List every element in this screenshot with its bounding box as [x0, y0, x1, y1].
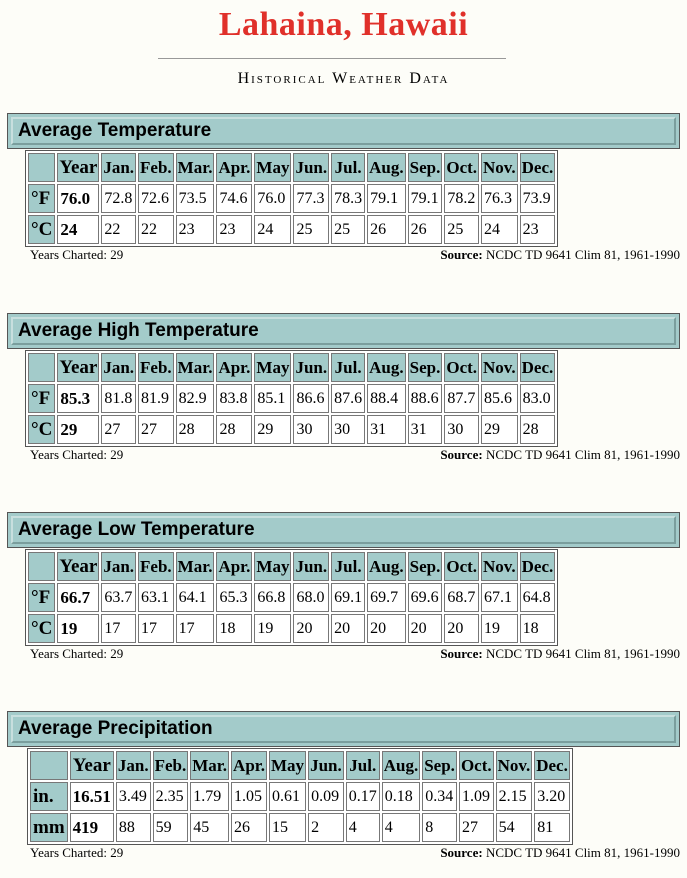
month-value: 63.1: [138, 583, 174, 612]
month-header: Sep.: [422, 751, 457, 780]
month-header: Dec.: [520, 153, 556, 182]
month-value: 22: [138, 215, 174, 244]
month-value: 1.79: [190, 782, 229, 811]
month-value: 87.7: [444, 384, 479, 413]
month-value: 15: [269, 813, 306, 842]
source-text: NCDC TD 9641 Clim 81, 1961-1990: [485, 247, 680, 262]
month-header: May: [269, 751, 306, 780]
month-header: Nov.: [496, 751, 533, 780]
month-value: 17: [101, 614, 136, 643]
month-header: Jan.: [101, 153, 136, 182]
years-charted: Years Charted: 29: [30, 447, 124, 462]
header-row: [28, 552, 555, 581]
month-value: 78.2: [444, 184, 479, 213]
month-value: 87.6: [331, 384, 365, 413]
month-value: 88.4: [367, 384, 405, 413]
month-value: 83.0: [520, 384, 556, 413]
source-label: Source:: [440, 646, 483, 661]
month-header: Jan.: [101, 353, 136, 382]
month-value: 23: [176, 215, 215, 244]
section-heading: Average Temperature: [11, 117, 676, 145]
month-value: 88.6: [408, 384, 443, 413]
corner-cell: [28, 353, 55, 382]
unit-label: °F: [28, 384, 55, 413]
source-label: Source:: [440, 845, 483, 860]
month-header: Mar.: [190, 751, 229, 780]
month-value: 26: [408, 215, 443, 244]
month-value: 54: [496, 813, 533, 842]
section-heading-bar: [7, 711, 680, 747]
month-value: 20: [331, 614, 365, 643]
month-value: 26: [231, 813, 267, 842]
month-value: 3.49: [116, 782, 151, 811]
month-value: 23: [216, 215, 252, 244]
data-row: [30, 782, 570, 811]
section-heading-bar: [7, 113, 680, 149]
source-note: [440, 247, 680, 263]
month-value: 73.9: [520, 184, 556, 213]
month-value: 28: [176, 415, 215, 444]
month-value: 73.5: [176, 184, 215, 213]
month-header: Jun.: [308, 751, 344, 780]
month-header: Dec.: [534, 751, 570, 780]
month-value: 29: [481, 415, 518, 444]
section-heading: Average Precipitation: [11, 715, 676, 743]
month-value: 3.20: [534, 782, 570, 811]
month-value: 81.8: [101, 384, 136, 413]
weather-section: [7, 313, 680, 463]
weather-section: [7, 512, 680, 662]
month-value: 29: [254, 415, 291, 444]
weather-section: [7, 711, 680, 861]
month-header: Nov.: [481, 153, 518, 182]
corner-cell: [28, 552, 55, 581]
annual-value: 419: [70, 813, 114, 842]
data-table: [25, 549, 558, 646]
source-text: NCDC TD 9641 Clim 81, 1961-1990: [485, 646, 680, 661]
month-value: 67.1: [481, 583, 518, 612]
data-row: [28, 384, 555, 413]
month-value: 26: [367, 215, 405, 244]
month-value: 81.9: [138, 384, 174, 413]
section-heading-bar: [7, 512, 680, 548]
month-value: 1.09: [459, 782, 494, 811]
month-header: Apr.: [216, 153, 252, 182]
unit-label: °F: [28, 583, 55, 612]
year-header: Year: [70, 751, 114, 780]
month-header: Dec.: [520, 552, 556, 581]
years-charted: Years Charted: 29: [30, 247, 124, 262]
annual-value: 24: [57, 215, 99, 244]
month-header: Jan.: [116, 751, 151, 780]
month-value: 66.8: [254, 583, 291, 612]
source-label: Source:: [440, 247, 483, 262]
source-note: [440, 845, 680, 861]
month-value: 64.8: [520, 583, 556, 612]
annual-value: 85.3: [57, 384, 99, 413]
section-heading: Average Low Temperature: [11, 516, 676, 544]
month-value: 30: [293, 415, 329, 444]
month-value: 0.17: [346, 782, 380, 811]
month-header: Jul.: [346, 751, 380, 780]
month-value: 20: [444, 614, 479, 643]
data-table: [27, 748, 573, 845]
corner-cell: [30, 751, 68, 780]
unit-label: °C: [28, 415, 55, 444]
month-header: Jun.: [293, 552, 329, 581]
month-header: Jul.: [331, 153, 365, 182]
data-row: [28, 415, 555, 444]
month-value: 79.1: [408, 184, 443, 213]
source-text: NCDC TD 9641 Clim 81, 1961-1990: [485, 845, 680, 860]
month-header: Nov.: [481, 353, 518, 382]
section-footer: [7, 247, 680, 263]
month-header: Apr.: [231, 751, 267, 780]
month-header: May: [254, 153, 291, 182]
source-note: [440, 646, 680, 662]
annual-value: 19: [57, 614, 99, 643]
month-value: 68.7: [444, 583, 479, 612]
source-label: Source:: [440, 447, 483, 462]
month-value: 20: [293, 614, 329, 643]
month-header: Jul.: [331, 552, 365, 581]
month-value: 69.7: [367, 583, 405, 612]
month-value: 2.35: [153, 782, 189, 811]
month-value: 18: [216, 614, 252, 643]
month-value: 0.09: [308, 782, 344, 811]
weather-section: [7, 113, 680, 263]
month-value: 72.6: [138, 184, 174, 213]
source-note: [440, 447, 680, 463]
data-row: [28, 583, 555, 612]
corner-cell: [28, 153, 55, 182]
month-header: Feb.: [138, 552, 174, 581]
month-value: 27: [138, 415, 174, 444]
title-divider: [158, 58, 506, 59]
month-value: 18: [520, 614, 556, 643]
month-header: May: [254, 353, 291, 382]
month-header: Oct.: [459, 751, 494, 780]
month-header: Mar.: [176, 552, 215, 581]
year-header: Year: [57, 153, 99, 182]
month-value: 28: [520, 415, 556, 444]
month-header: Aug.: [367, 353, 405, 382]
month-value: 86.6: [293, 384, 329, 413]
month-value: 76.3: [481, 184, 518, 213]
month-header: Feb.: [138, 153, 174, 182]
month-value: 25: [331, 215, 365, 244]
month-value: 76.0: [254, 184, 291, 213]
month-value: 30: [444, 415, 479, 444]
month-value: 72.8: [101, 184, 136, 213]
month-value: 69.1: [331, 583, 365, 612]
month-header: Jun.: [293, 353, 329, 382]
month-header: Jul.: [331, 353, 365, 382]
page-title: Lahaina, Hawaii: [218, 6, 469, 43]
unit-label: mm: [30, 813, 68, 842]
month-value: 68.0: [293, 583, 329, 612]
data-table: [25, 350, 558, 447]
month-value: 45: [190, 813, 229, 842]
month-value: 0.34: [422, 782, 457, 811]
section-footer: [7, 845, 680, 861]
month-value: 25: [444, 215, 479, 244]
month-value: 63.7: [101, 583, 136, 612]
data-row: [28, 184, 555, 213]
annual-value: 16.51: [70, 782, 114, 811]
month-value: 20: [367, 614, 405, 643]
data-row: [28, 614, 555, 643]
month-header: Sep.: [408, 353, 443, 382]
month-value: 83.8: [216, 384, 252, 413]
month-value: 0.61: [269, 782, 306, 811]
month-value: 77.3: [293, 184, 329, 213]
month-value: 81: [534, 813, 570, 842]
month-header: Sep.: [408, 552, 443, 581]
month-value: 0.18: [382, 782, 420, 811]
month-value: 8: [422, 813, 457, 842]
month-value: 24: [254, 215, 291, 244]
month-value: 28: [216, 415, 252, 444]
source-text: NCDC TD 9641 Clim 81, 1961-1990: [485, 447, 680, 462]
header-row: [30, 751, 570, 780]
month-value: 65.3: [216, 583, 252, 612]
header-row: [28, 153, 555, 182]
month-value: 2.15: [496, 782, 533, 811]
month-value: 78.3: [331, 184, 365, 213]
data-row: [30, 813, 570, 842]
month-value: 79.1: [367, 184, 405, 213]
header-row: [28, 353, 555, 382]
month-value: 27: [101, 415, 136, 444]
month-value: 19: [481, 614, 518, 643]
section-heading: Average High Temperature: [11, 317, 676, 345]
month-value: 88: [116, 813, 151, 842]
month-value: 17: [176, 614, 215, 643]
month-header: May: [254, 552, 291, 581]
unit-label: °F: [28, 184, 55, 213]
month-value: 27: [459, 813, 494, 842]
unit-label: °C: [28, 215, 55, 244]
month-header: Feb.: [153, 751, 189, 780]
annual-value: 76.0: [57, 184, 99, 213]
month-header: Nov.: [481, 552, 518, 581]
annual-value: 66.7: [57, 583, 99, 612]
month-value: 25: [293, 215, 329, 244]
years-charted: Years Charted: 29: [30, 845, 124, 860]
month-value: 1.05: [231, 782, 267, 811]
data-row: [28, 215, 555, 244]
year-header: Year: [57, 353, 99, 382]
month-value: 23: [520, 215, 556, 244]
month-value: 30: [331, 415, 365, 444]
month-header: Jun.: [293, 153, 329, 182]
month-header: Sep.: [408, 153, 443, 182]
month-value: 2: [308, 813, 344, 842]
month-value: 20: [408, 614, 443, 643]
month-header: Jan.: [101, 552, 136, 581]
month-header: Apr.: [216, 353, 252, 382]
month-value: 4: [346, 813, 380, 842]
month-header: Apr.: [216, 552, 252, 581]
month-value: 19: [254, 614, 291, 643]
month-header: Oct.: [444, 552, 479, 581]
year-header: Year: [57, 552, 99, 581]
month-header: Mar.: [176, 353, 215, 382]
month-header: Aug.: [367, 552, 405, 581]
month-value: 74.6: [216, 184, 252, 213]
month-header: Dec.: [520, 353, 556, 382]
years-charted: Years Charted: 29: [30, 646, 124, 661]
month-value: 31: [408, 415, 443, 444]
month-value: 69.6: [408, 583, 443, 612]
month-value: 85.1: [254, 384, 291, 413]
month-header: Mar.: [176, 153, 215, 182]
month-header: Aug.: [382, 751, 420, 780]
month-value: 4: [382, 813, 420, 842]
month-value: 24: [481, 215, 518, 244]
section-footer: [7, 646, 680, 662]
month-value: 64.1: [176, 583, 215, 612]
month-header: Aug.: [367, 153, 405, 182]
month-header: Feb.: [138, 353, 174, 382]
month-value: 59: [153, 813, 189, 842]
month-value: 22: [101, 215, 136, 244]
unit-label: in.: [30, 782, 68, 811]
data-table: [25, 150, 558, 247]
month-value: 82.9: [176, 384, 215, 413]
month-header: Oct.: [444, 353, 479, 382]
month-value: 17: [138, 614, 174, 643]
month-value: 85.6: [481, 384, 518, 413]
section-heading-bar: [7, 313, 680, 349]
month-header: Oct.: [444, 153, 479, 182]
section-footer: [7, 447, 680, 463]
unit-label: °C: [28, 614, 55, 643]
month-value: 31: [367, 415, 405, 444]
page-subtitle: Historical Weather Data: [237, 70, 450, 87]
annual-value: 29: [57, 415, 99, 444]
